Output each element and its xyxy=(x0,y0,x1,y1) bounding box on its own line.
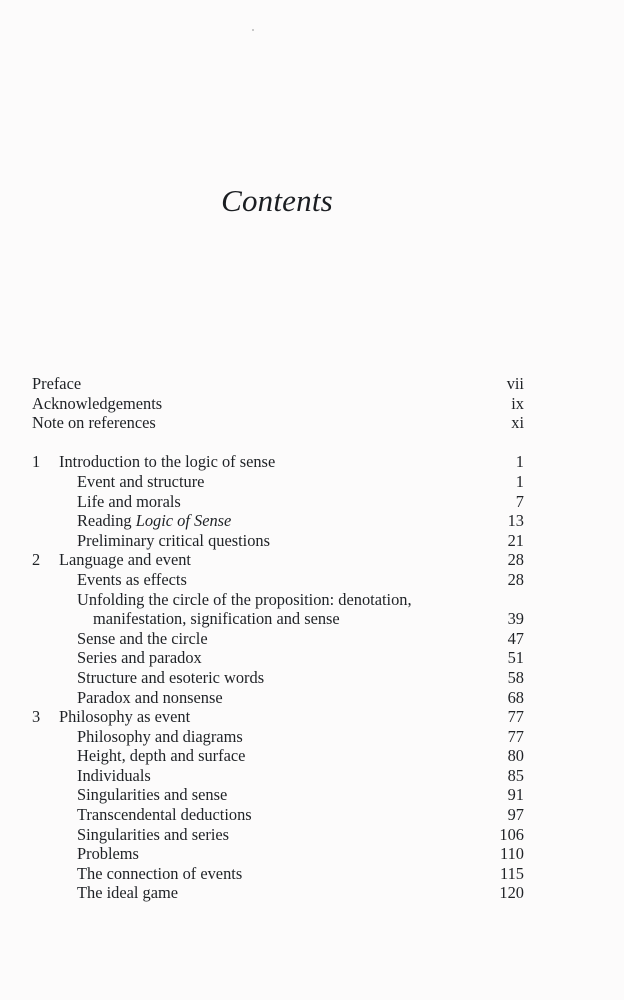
section-title-continued: manifestation, signification and sense xyxy=(93,609,340,629)
entry-page-number: 51 xyxy=(507,648,524,668)
page-title: Contents xyxy=(221,183,333,218)
toc-section[interactable] xyxy=(32,864,524,884)
entry-page-number: 1 xyxy=(515,452,524,472)
entry-page-number: 85 xyxy=(507,765,524,785)
section-title: Singularities and sense xyxy=(77,785,228,805)
section-title: Height, depth and surface xyxy=(77,746,246,766)
chapter-number: 2 xyxy=(32,550,41,570)
toc-section[interactable] xyxy=(32,727,524,747)
entry-page-number: 106 xyxy=(499,824,524,844)
section-title: Structure and esoteric words xyxy=(77,667,265,687)
section-title: Reading xyxy=(77,511,136,531)
chapter-number: 1 xyxy=(32,452,41,472)
toc-section[interactable] xyxy=(32,746,524,766)
entry-page-number: 7 xyxy=(515,491,524,511)
section-title: Preliminary critical questions xyxy=(77,530,270,550)
section-title: Problems xyxy=(77,844,139,864)
toc-section[interactable] xyxy=(32,688,524,708)
toc-section[interactable] xyxy=(32,844,524,864)
toc-entry-acknowledgements[interactable] xyxy=(32,394,524,414)
section-title: Unfolding the circle of the proposition: denotation, xyxy=(77,589,412,609)
section-title: Paradox and nonsense xyxy=(77,687,223,707)
toc-chapter-1[interactable] xyxy=(32,452,524,472)
toc-section[interactable] xyxy=(32,590,524,610)
entry-page-number: ix xyxy=(511,393,524,413)
scan-speck xyxy=(252,29,254,31)
section-title: Sense and the circle xyxy=(77,628,208,648)
toc-section[interactable] xyxy=(32,570,524,590)
toc-section[interactable] xyxy=(32,883,524,903)
section-title: Series and paradox xyxy=(77,648,202,668)
entry-page-number: 58 xyxy=(507,667,524,687)
entry-label: Preface xyxy=(32,374,82,393)
toc-section[interactable] xyxy=(32,668,524,688)
entry-page-number: 120 xyxy=(499,883,524,903)
entry-label: Note on references xyxy=(32,413,156,433)
entry-page-number: 110 xyxy=(500,844,524,864)
toc-chapter-3[interactable] xyxy=(32,707,524,727)
entry-page-number: xi xyxy=(511,413,524,433)
chapter-title: Philosophy as event xyxy=(59,707,191,727)
entry-page-number: 115 xyxy=(500,863,524,883)
toc-section-continuation[interactable] xyxy=(32,609,524,629)
entry-page-number: vii xyxy=(506,374,524,393)
section-title: Events as effects xyxy=(77,569,187,589)
entry-page-number: 97 xyxy=(507,805,524,825)
entry-page-number: 68 xyxy=(507,687,524,707)
toc-section[interactable] xyxy=(32,766,524,786)
table-of-contents xyxy=(32,374,524,903)
entry-page-number: 13 xyxy=(507,511,524,531)
entry-page-number: 28 xyxy=(507,550,524,570)
section-title: Event and structure xyxy=(77,471,205,491)
entry-page-number: 1 xyxy=(515,471,524,491)
toc-entry-note-on-references[interactable] xyxy=(32,413,524,433)
toc-entry-preface[interactable] xyxy=(32,374,524,394)
toc-section[interactable] xyxy=(32,511,524,531)
toc-section[interactable] xyxy=(32,785,524,805)
entry-page-number: 77 xyxy=(507,707,524,727)
toc-section[interactable] xyxy=(32,472,524,492)
chapter-title: Introduction to the logic of sense xyxy=(59,452,276,472)
spacer xyxy=(32,433,524,453)
entry-page-number: 91 xyxy=(507,785,524,805)
section-title: The ideal game xyxy=(77,883,179,903)
entry-page-number: 28 xyxy=(507,569,524,589)
toc-section[interactable] xyxy=(32,531,524,551)
toc-section[interactable] xyxy=(32,648,524,668)
entry-page-number: 80 xyxy=(507,746,524,766)
section-title: The connection of events xyxy=(77,863,243,883)
entry-label: Acknowledgements xyxy=(32,393,163,413)
toc-section[interactable] xyxy=(32,629,524,649)
section-title-italic: Logic of Sense xyxy=(135,511,232,531)
section-title: Individuals xyxy=(77,765,151,785)
chapter-title: Language and event xyxy=(59,550,191,570)
entry-page-number: 77 xyxy=(507,726,524,746)
section-title: Transcendental deductions xyxy=(77,805,252,825)
toc-section[interactable] xyxy=(32,825,524,845)
entry-page-number: 21 xyxy=(507,530,524,550)
entry-page-number: 47 xyxy=(507,628,524,648)
section-title: Philosophy and diagrams xyxy=(77,726,243,746)
section-title: Singularities and series xyxy=(77,824,230,844)
toc-section[interactable] xyxy=(32,492,524,512)
chapter-number: 3 xyxy=(32,707,41,727)
entry-page-number: 39 xyxy=(507,609,524,629)
toc-chapter-2[interactable] xyxy=(32,550,524,570)
section-title: Life and morals xyxy=(77,491,181,511)
toc-section[interactable] xyxy=(32,805,524,825)
